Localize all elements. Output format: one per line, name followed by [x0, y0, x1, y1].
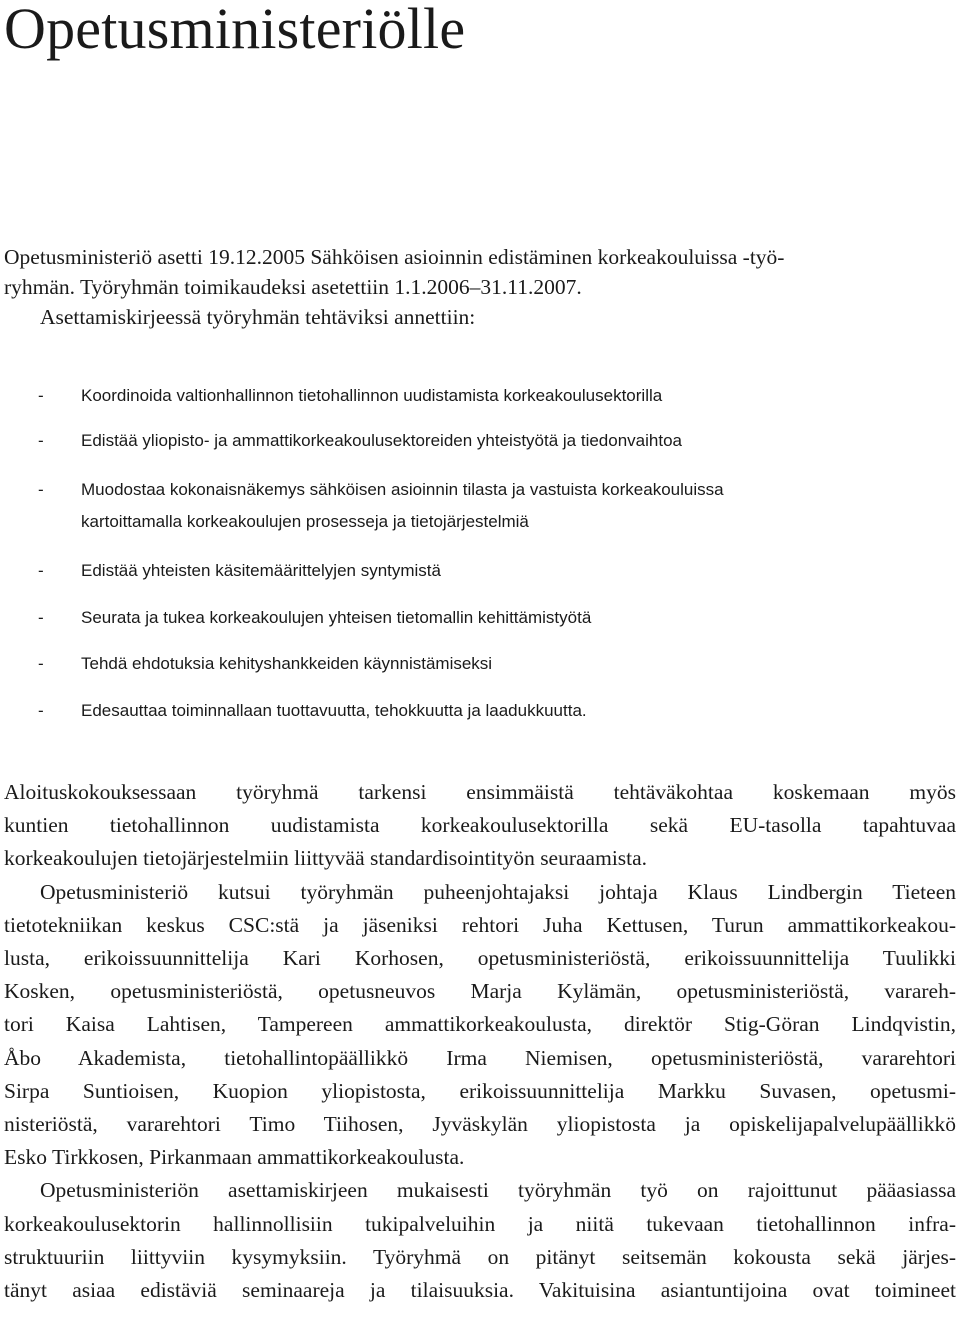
- list-item-line: Edistää yhteisten käsitemäärittelyjen syntymistä: [81, 561, 441, 580]
- list-item-line: Edesauttaa toiminnallaan tuottavuutta, tehokkuutta ja laadukkuutta.: [81, 701, 587, 720]
- paragraph: [4, 876, 956, 1175]
- paragraph-line: tietotekniikan keskus CSC:stä ja jäseniksi rehtori Juha Kettusen, Turun ammattikorkeakou-: [4, 912, 956, 937]
- paragraph-line: Åbo Akademista, tietohallintopäällikkö Irma Niemisen, opetusministeriöstä, vararehtori: [4, 1045, 956, 1070]
- list-dash: -: [38, 561, 44, 580]
- paragraph-line: korkeakoulusektorin hallinnollisiin tukipalveluihin ja niitä tukevaan tietohallinnon infra-: [4, 1211, 956, 1236]
- paragraph-line: tänyt asiaa edistäviä seminaareja ja tilaisuuksia. Vakituisina asiantuntijoina ovat toimineet: [4, 1278, 956, 1303]
- list-item-text: [81, 648, 941, 680]
- intro-paragraph: [4, 242, 960, 332]
- list-dash: -: [38, 480, 44, 499]
- paragraph-line: nisteriöstä, vararehtori Timo Tiihosen, Jyväskylän yliopistosta ja opiskelijapalvelupäällikkö: [4, 1112, 956, 1137]
- paragraph-line: Opetusministeriön asettamiskirjeen mukaisesti työryhmän työ on rajoittunut pääasiassa: [40, 1178, 956, 1203]
- intro-line: Opetusministeriö asetti 19.12.2005 Sähköisen asioinnin edistäminen korkeakouluissa -työ-: [4, 245, 785, 269]
- intro-line: ryhmän. Työryhmän toimikaudeksi asetettiin 1.1.2006–31.11.2007.: [4, 275, 582, 299]
- paragraph-line: lusta, erikoissuunnittelija Kari Korhosen, opetusministeriöstä, erikoissuunnittelija Tuulikki: [4, 946, 956, 971]
- list-item-text: [81, 474, 941, 538]
- list-item-line: Edistää yliopisto- ja ammattikorkeakoulusektoreiden yhteistyötä ja tiedonvaihtoa: [81, 431, 682, 450]
- list-dash: -: [38, 608, 44, 627]
- paragraph-line: Sirpa Suntioisen, Kuopion yliopistosta, erikoissuunnittelija Markku Suvasen, opetusmi-: [4, 1078, 956, 1103]
- page-title: Opetusministeriölle: [4, 0, 466, 61]
- paragraph: [4, 776, 956, 876]
- paragraph: [4, 1174, 956, 1307]
- paragraph-line: Esko Tirkkosen, Pirkanmaan ammattikorkeakoulusta.: [4, 1145, 465, 1170]
- list-item-text: [81, 425, 941, 457]
- paragraph-line: kuntien tietohallinnon uudistamista korkeakoulusektorilla sekä EU-tasolla tapahtuvaa: [4, 813, 956, 838]
- paragraph-line: struktuuriin liittyviin kysymyksiin. Työryhmä on pitänyt seitsemän kokousta sekä järjes-: [4, 1244, 956, 1269]
- list-item-text: [81, 380, 941, 412]
- list-item-text: [81, 555, 941, 587]
- intro-line: Asettamiskirjeessä työryhmän tehtäviksi annettiin:: [40, 305, 476, 329]
- list-item-line: Tehdä ehdotuksia kehityshankkeiden käynnistämiseksi: [81, 654, 493, 673]
- list-dash: -: [38, 386, 44, 405]
- paragraph-line: Opetusministeriö kutsui työryhmän puheenjohtajaksi johtaja Klaus Lindbergin Tieteen: [40, 879, 956, 904]
- paragraph-line: Aloituskokouksessaan työryhmä tarkensi ensimmäistä tehtäväkohtaa koskemaan myös: [4, 780, 956, 804]
- list-item-line: kartoittamalla korkeakoulujen prosesseja ja tietojärjestelmiä: [81, 512, 529, 531]
- list-dash: -: [38, 701, 44, 720]
- paragraph-line: Kosken, opetusministeriöstä, opetusneuvos Marja Kylämän, opetusministeriöstä, varareh-: [4, 979, 956, 1004]
- paragraph-line: korkeakoulujen tietojärjestelmiin liittyvää standardisointityön seuraamista.: [4, 846, 648, 871]
- list-dash: -: [38, 431, 44, 450]
- list-item-line: Muodostaa kokonaisnäkemys sähköisen asioinnin tilasta ja vastuista korkeakouluissa: [81, 480, 724, 499]
- body-text: [4, 776, 956, 1307]
- list-item-line: Koordinoida valtionhallinnon tietohallinnon uudistamista korkeakoulusektorilla: [81, 386, 663, 405]
- list-dash: -: [38, 654, 44, 673]
- paragraph-line: tori Kaisa Lahtisen, Tampereen ammattikorkeakoulusta, direktör Stig-Göran Lindqvistin,: [4, 1012, 956, 1037]
- list-item-text: [81, 695, 941, 727]
- list-item-line: Seurata ja tukea korkeakoulujen yhteisen tietomallin kehittämistyötä: [81, 608, 592, 627]
- list-item-text: [81, 602, 941, 634]
